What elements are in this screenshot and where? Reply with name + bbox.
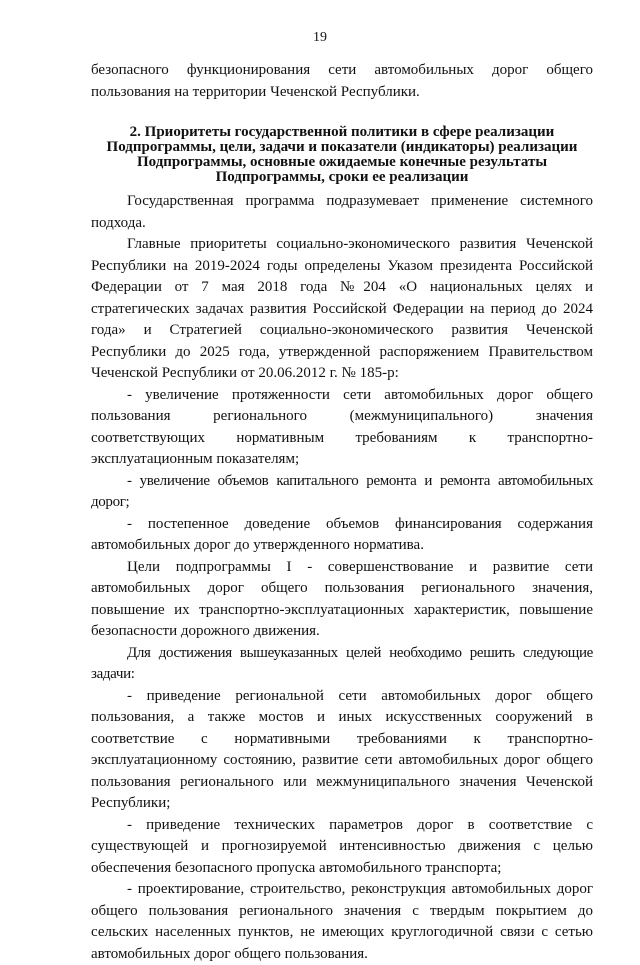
intro-paragraph: безопасного функционирования сети автомобильных дорог общего пользования на территории Чеченской Республики. — [91, 62, 593, 100]
page-number: 19 — [313, 30, 327, 45]
paragraph-goals: Цели подпрограммы I - совершенствование и развитие сети автомобильных дорог общего пользования регионального значения, повышение их транспортно-эксплуатационных характеристик, повышение безопасности дорожного движения. — [91, 558, 593, 639]
list-item-maintenance-funding: - постепенное доведение объемов финансирования содержания автомобильных дорог до утвержденного норматива. — [91, 515, 593, 553]
list-item-repair-volume: - увеличение объемов капитального ремонта и ремонта автомобильных дорог; — [91, 472, 593, 510]
page-body — [91, 60, 593, 965]
section-heading-line-2: Подпрограммы, цели, задачи и показатели (индикаторы) реализации — [106, 139, 578, 155]
list-item-network-compliance: - приведение региональной сети автомобильных дорог общего пользования, а также мостов и иных искусственных сооружений в соответствие с нормативными требованиями к транспортно-эксплуатационному состоянию, развитие сети автомобильных дорог общего пользования регионального или межмуниципального значения Чеченской Республики; — [91, 687, 593, 811]
section-heading — [91, 125, 593, 185]
paragraph-priorities: Главные приоритеты социально-экономического развития Чеченской Республики на 2019-2024 годы определены Указом президента Российской Федерации от 7 мая 2018 года №204 «О национальных целях и стратегических задачах развития Российской Федерации на период до 2024 года» и Стратегией социально-экономического развития Чеченской Республики до 2025 года, утвержденной распоряжением Правительством Чеченской Республики от 20.06.2012 г. № 185-р: — [91, 236, 593, 381]
section-heading-line-3: Подпрограммы, основные ожидаемые конечные результаты — [136, 154, 548, 170]
list-item-network-length: - увеличение протяженности сети автомобильных дорог общего пользования регионального (межмуниципального) значения соответствующих нормативным требованиям к транспортно-эксплуатационным показателям; — [91, 386, 593, 467]
paragraph-approach: Государственная программа подразумевает применение системного подхода. — [91, 193, 593, 231]
section-heading-line-1: 2. Приоритеты государственной политики в сфере реализации — [129, 124, 555, 140]
list-item-technical-parameters: - приведение технических параметров дорог в соответствие с существующей и прогнозируемой интенсивностью движения с целью обеспечения безопасного пропуска автомобильного транспорта; — [91, 816, 593, 876]
section-heading-line-4: Подпрограммы, сроки ее реализации — [215, 169, 469, 185]
list-item-construction: - проектирование, строительство, реконструкция автомобильных дорог общего пользования регионального значения с твердым покрытием до сельских населенных пунктов, не имеющих круглогодичной связи с сетью автомобильных дорог общего пользования. — [91, 881, 593, 962]
paragraph-tasks-intro: Для достижения вышеуказанных целей необходимо решить следующие задачи: — [91, 644, 593, 682]
